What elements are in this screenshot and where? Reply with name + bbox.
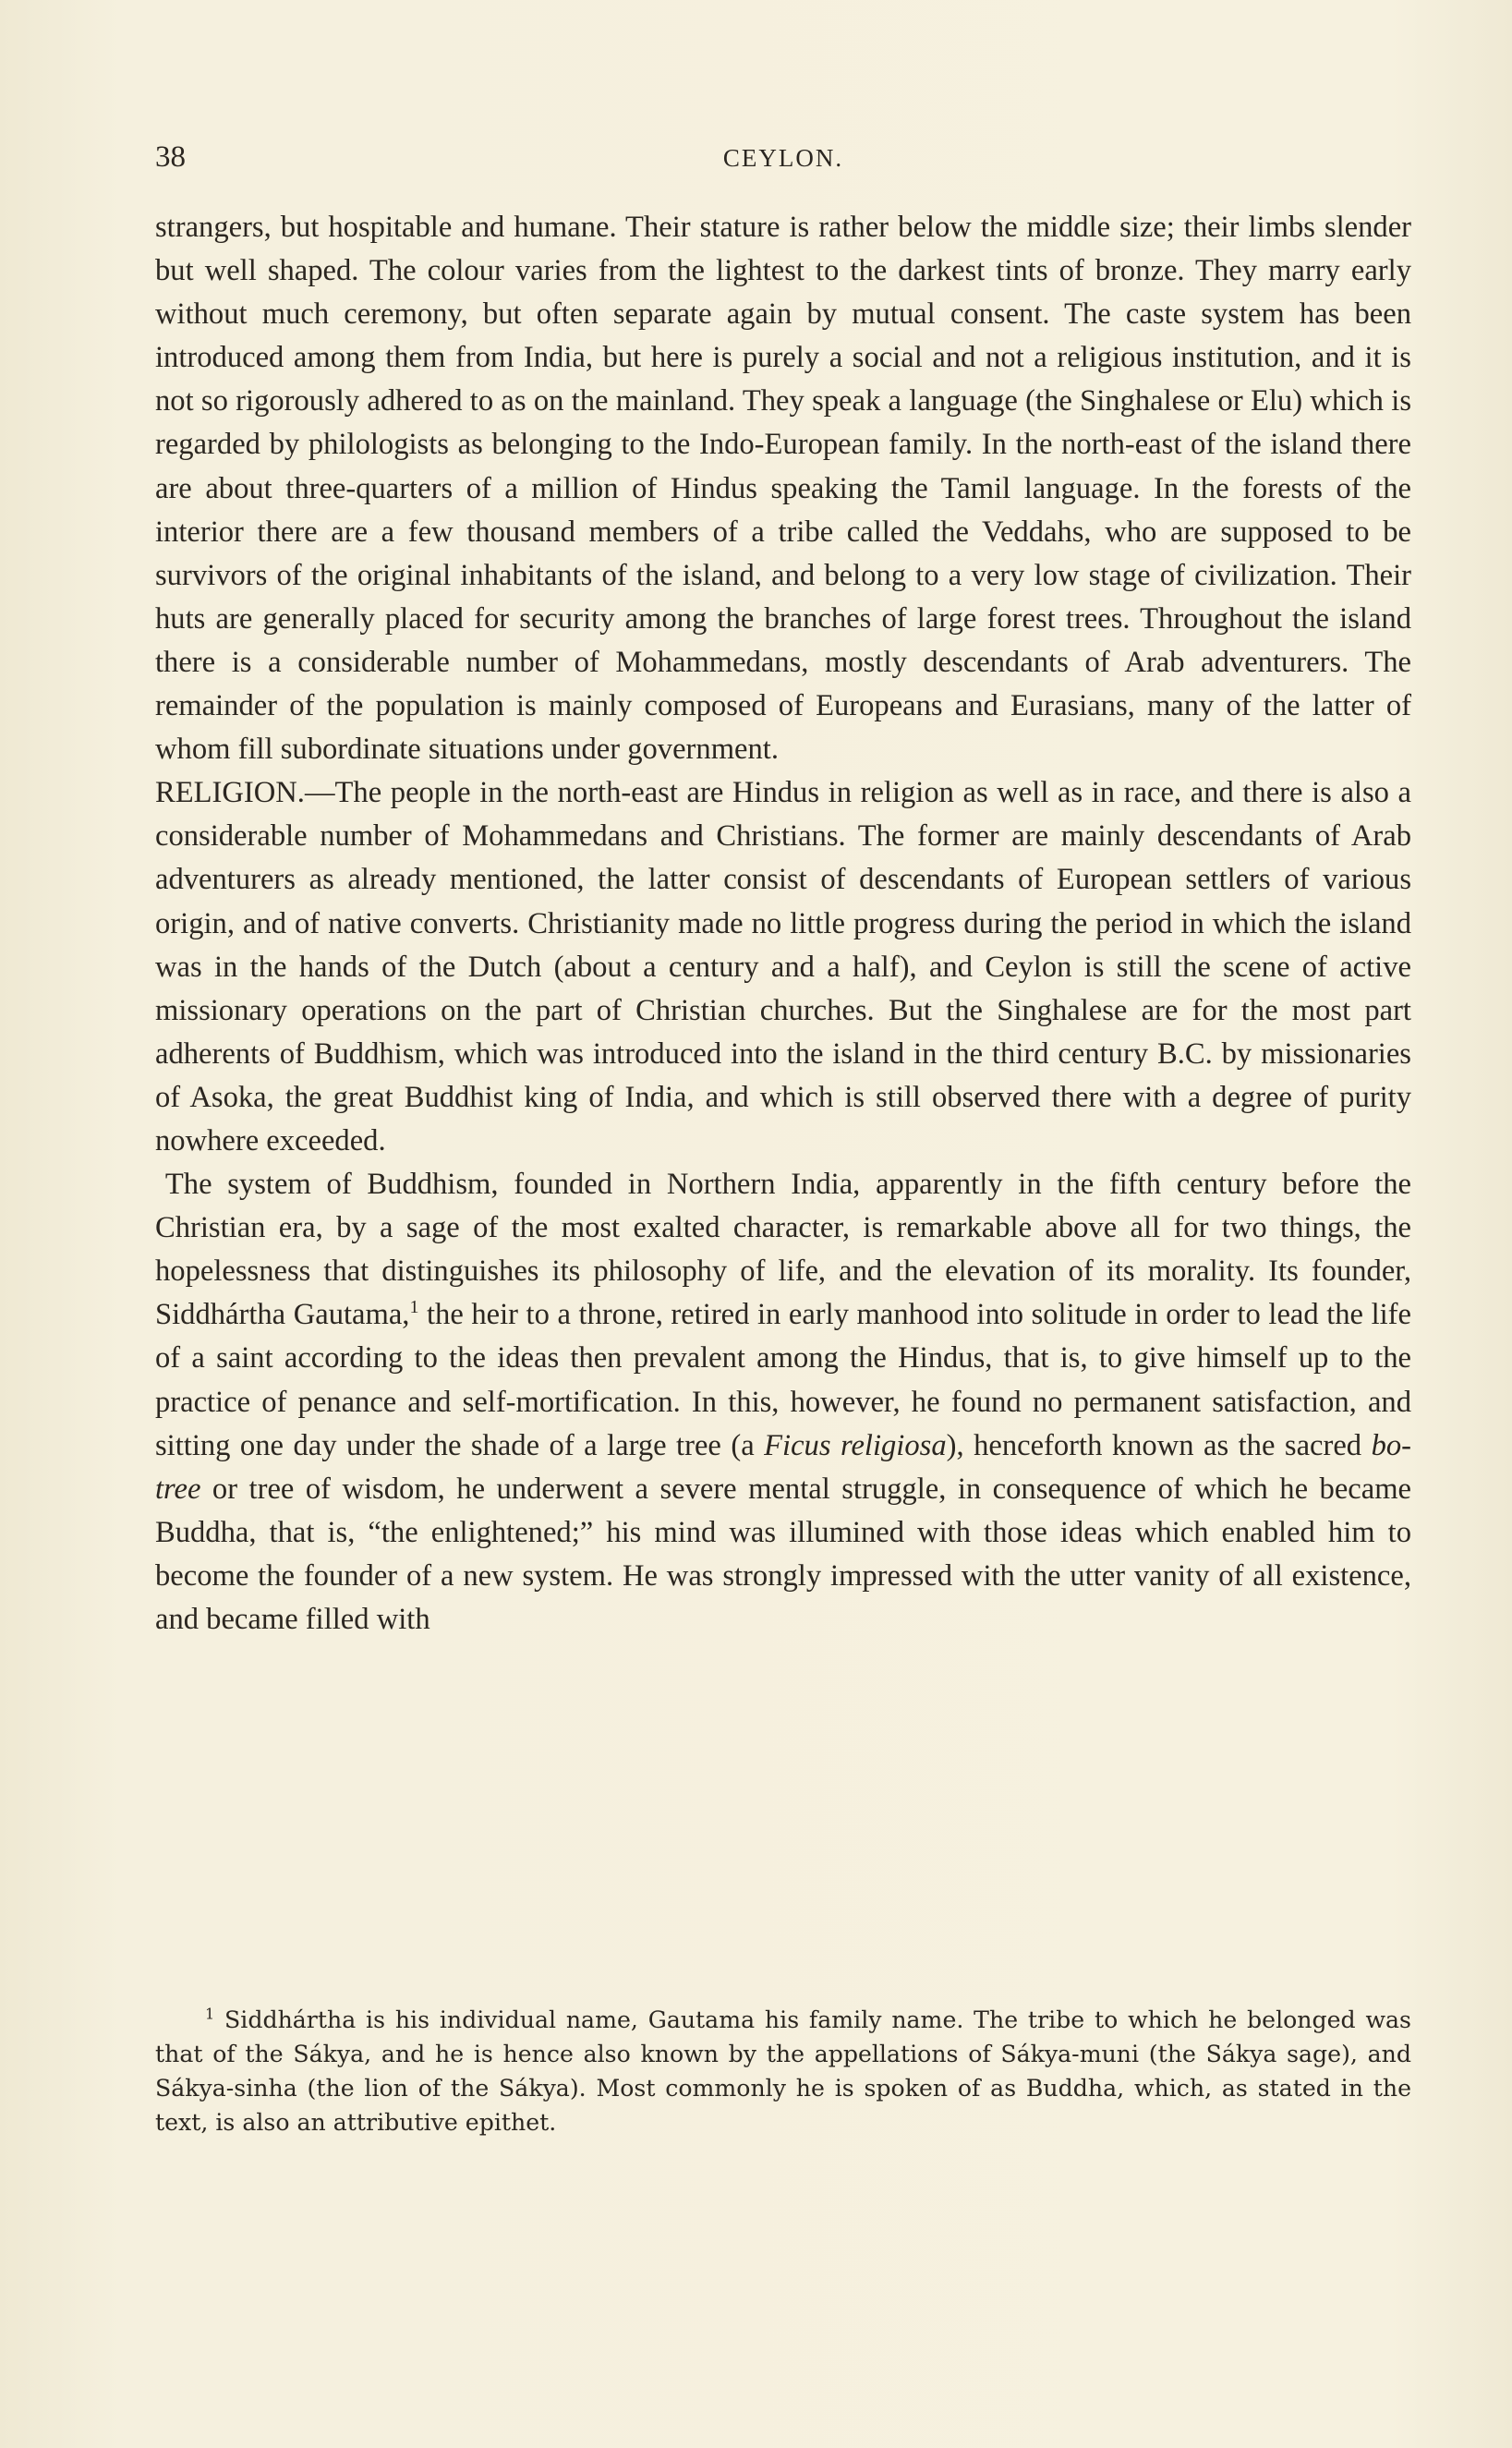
footnote-reference: 1 <box>409 1297 419 1318</box>
abbreviation-bc: B.C. <box>1156 1036 1213 1071</box>
footnote-marker: 1 <box>205 2005 215 2023</box>
paragraph-3-text-c: ), henceforth known as the sacred <box>946 1428 1372 1462</box>
paragraph-1-text: strangers, but hospitable and humane. Their stature is rather below the middle size; their limbs slender but well shaped. The colour varies from the lightest to the darkest tints of bronze. They marry early without much ceremony, but often separate again by mutual consent. The caste system has been introduced among them from India, but here is purely a social and not a religious institution, and it is not so rigorously adhered to as on the mainland. They speak a language (the Singhalese or Elu) which is regarded by philologists as belonging to the Indo-European family. In the north-east of the island there are about three-quarters of a million of Hindus speaking the Tamil language. In the forests of the interior there are a few thousand members of a tribe called the Veddahs, who are supposed to be survivors of the original inhabitants of the island, and belong to a very low stage of civilization. Their huts are generally placed for security among the branches of large forest trees. Throughout the island there is a considerable number of Mohammedans, mostly descendants of Arab adventurers. The remainder of the population is mainly composed of Europeans and Eurasians, many of the latter of whom fill subordinate situations under government. <box>155 211 1411 767</box>
paragraph-3-text-b: the heir to a throne, retired in early manhood into solitude in order to lead the life of a saint according to the ideas then prevalent among the Hindus, that is, to give himself up to the practice of penance and self-mortification. In this, however, he found no permanent satisfaction, and sitting one day under the shade of a large tree (a <box>155 1298 1411 1462</box>
paragraph-2-text-b: by missionaries of Asoka, the great Buddhist king of India, and which is still observed there with a degree of purity nowhere exceeded. <box>155 1036 1411 1157</box>
paragraph-2-text-a: —The people in the north-east are Hindus in religion as well as in race, and there is also a considerable number of Mohammedans and Christians. The former are mainly descendants of Arab adventurers as already mentioned, the latter consist of descendants of European settlers of various origin, and of native converts. Christianity made no little progress during the period in which the island was in the hands of the Dutch (about a century and a half), and Ceylon is still the scene of active missionary operations on the part of Christian churches. But the Singhalese are for the most part adherents of Buddhism, which was introduced into the island in the third century <box>155 776 1411 1071</box>
body-text <box>155 206 1411 1642</box>
paragraph-3-text-d: or tree of wisdom, he underwent a severe mental struggle, in consequence of which he became Buddha, that is, “the enlightened;” his mind was illumined with those ideas which enabled him to become the founder of a new system. He was strongly impressed with the utter vanity of all existence, and became filled with <box>155 1472 1411 1636</box>
section-heading-religion: RELIGION. <box>155 776 305 810</box>
page-number: 38 <box>155 140 186 174</box>
paragraph-continued <box>155 206 1411 771</box>
page-header <box>155 140 1411 187</box>
paragraph-3-text-a: The system of Buddhism, founded in Northern India, apparently in the fifth century before the Christian era, by a sage of the most exalted character, is remarkable above all for two things, the hopelessness that distinguishes its philosophy of life, and the elevation of its morality. Its founder, Siddhártha Gautama, <box>155 1168 1411 1332</box>
paragraph-buddhism <box>155 1163 1411 1642</box>
footnote-1 <box>155 2003 1411 2139</box>
footnote-text: Siddhártha is his individual name, Gautama his family name. The tribe to which he belonged was that of the Sákya, and he is hence also known by the appellations of Sákya-muni (the Sákya sage), and Sákya-sinha (the lion of the Sákya). Most commonly he is spoken of as Buddha, which, as stated in the text, is also an attributive epithet. <box>155 2006 1411 2136</box>
paragraph-religion <box>155 771 1411 1163</box>
running-head: CEYLON. <box>722 144 844 172</box>
footnotes <box>155 2003 1411 2139</box>
bo-tree-term: bo-tree <box>155 1428 1411 1506</box>
ficus-religiosa-term: Ficus religiosa <box>764 1428 947 1462</box>
